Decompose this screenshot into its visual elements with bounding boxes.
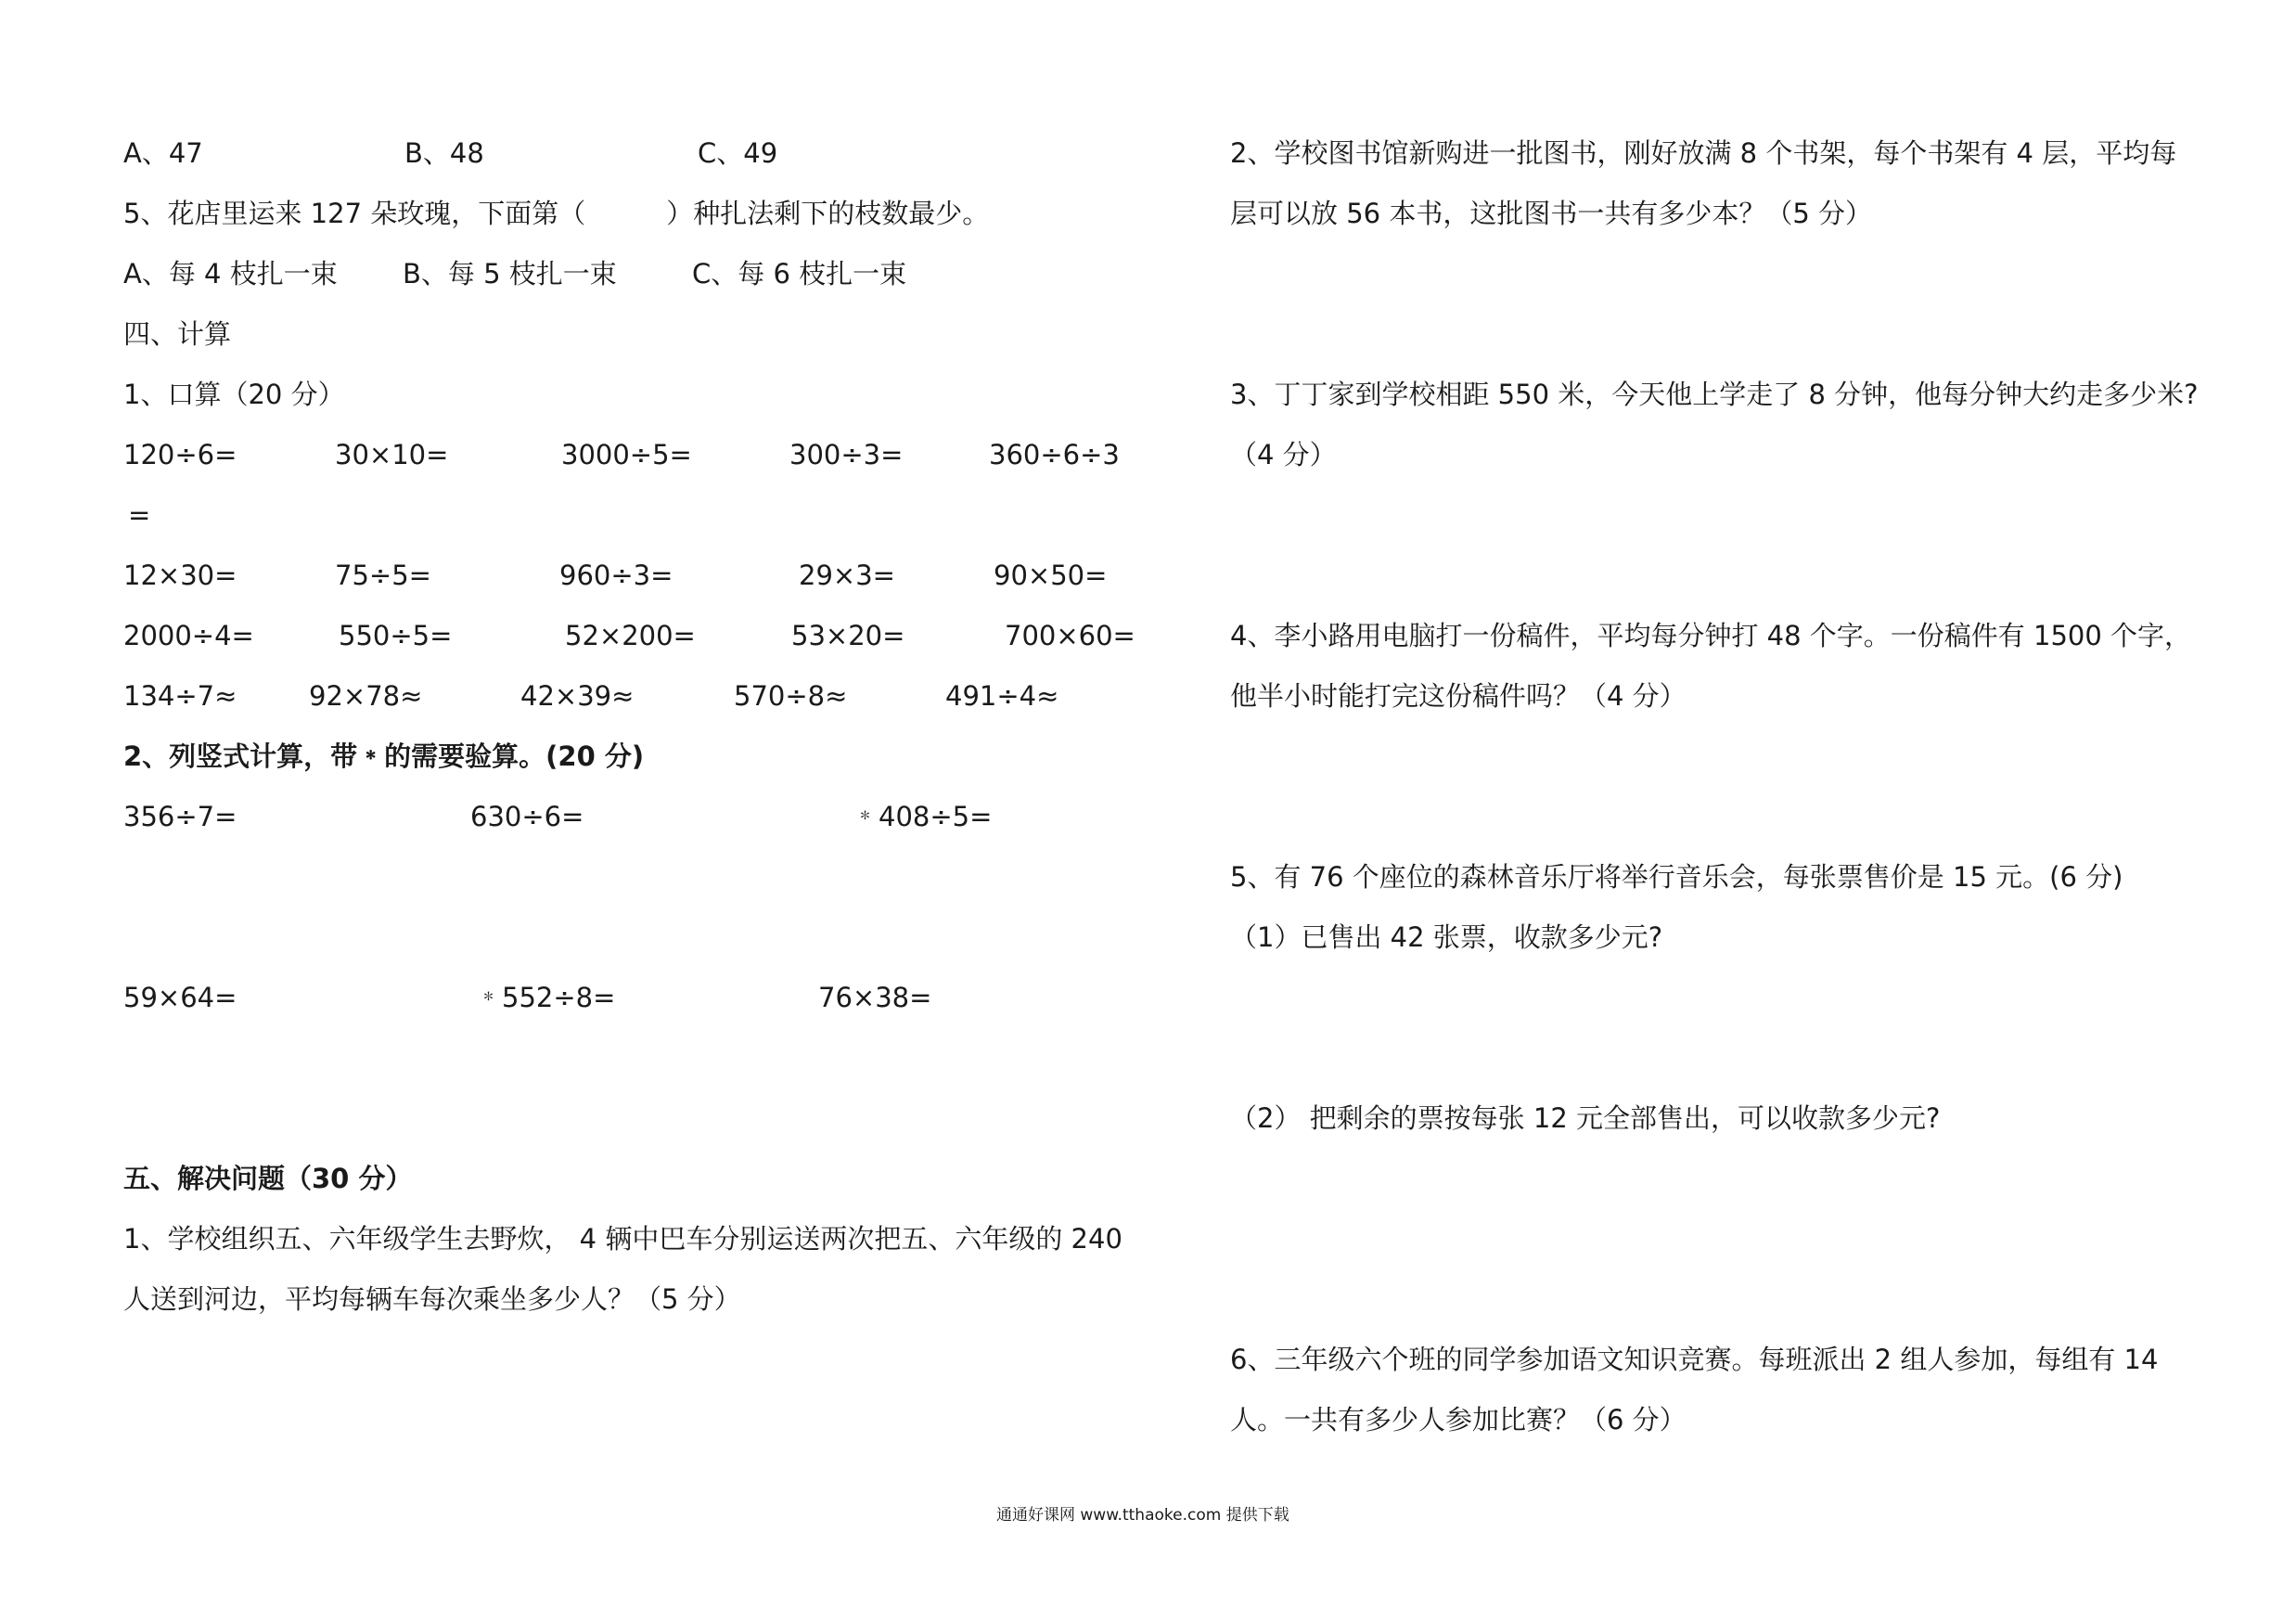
vertical-calc-title: 2、列竖式计算，带﹡的需要验算。(20 分) [123,740,645,772]
oral-item: 491÷4≈ [945,680,1059,712]
problem-3-line-1: 3、丁丁家到学校相距 550 米，今天他上学走了 8 分钟，他每分钟大约走多少米? [1230,379,2199,410]
oral-item: 52×200= [565,620,696,651]
q4-option-a: A、47 [123,137,203,169]
oral-item: 120÷6= [123,439,237,470]
problem-4-line-2: 他半小时能打完这份稿件吗？（4 分） [1230,680,1687,712]
oral-item: 42×39≈ [520,680,635,712]
oral-item: 360÷6÷3 [989,439,1120,470]
problem-1-line-1: 1、学校组织五、六年级学生去野炊， 4 辆中巴车分别运送两次把五、六年级的 240 [123,1223,1122,1255]
q4-option-c: C、49 [698,137,778,169]
vertical-item: ﹡552÷8= [475,982,616,1013]
oral-item: 134÷7≈ [123,680,237,712]
oral-item: 3000÷5= [561,439,692,470]
q5-option-c: C、每 6 枝扎一束 [692,258,907,290]
q5-option-b: B、每 5 枝扎一束 [403,258,617,290]
problem-2-line-2: 层可以放 56 本书，这批图书一共有多少本？（5 分） [1230,198,1873,229]
q5-option-a: A、每 4 枝扎一束 [123,258,338,290]
section-5-title: 五、解决问题（30 分） [123,1163,413,1194]
vertical-item: ﹡408÷5= [852,801,993,832]
vertical-item: 59×64= [123,982,237,1013]
oral-item: 2000÷4= [123,620,254,651]
footer-credit: 通通好课网 www.tthaoke.com 提供下载 [996,1506,1289,1525]
oral-item: 90×50= [994,560,1108,591]
oral-item: 550÷5= [339,620,453,651]
oral-item: 53×20= [791,620,905,651]
oral-item: 700×60= [1005,620,1135,651]
vertical-item: 630÷6= [470,801,584,832]
problem-3-line-2: （4 分） [1230,439,1337,470]
problem-1-line-2: 人送到河边，平均每辆车每次乘坐多少人？（5 分） [123,1283,741,1315]
oral-item: 300÷3= [789,439,904,470]
vertical-item: 356÷7= [123,801,237,832]
problem-5-sub-2: （2） 把剩余的票按每张 12 元全部售出，可以收款多少元? [1230,1102,1941,1134]
vertical-item: 76×38= [818,982,932,1013]
problem-6-line-1: 6、三年级六个班的同学参加语文知识竞赛。每班派出 2 组人参加，每组有 14 [1230,1344,2159,1375]
problem-5-sub-1: （1）已售出 42 张票，收款多少元? [1230,921,1663,953]
problem-6-line-2: 人。一共有多少人参加比赛？（6 分） [1230,1404,1687,1435]
oral-item: 92×78≈ [309,680,423,712]
problem-4-line-1: 4、李小路用电脑打一份稿件，平均每分钟打 48 个字。一份稿件有 1500 个字， [1230,620,2192,651]
oral-item: 570÷8≈ [734,680,848,712]
problem-2-line-1: 2、学校图书馆新购进一批图书，刚好放满 8 个书架，每个书架有 4 层，平均每 [1230,137,2177,169]
oral-item: 960÷3= [559,560,673,591]
oral-item: 30×10= [335,439,449,470]
section-4-title: 四、计算 [123,318,232,350]
q4-option-b: B、48 [404,137,484,169]
problem-5-line-1: 5、有 76 个座位的森林音乐厅将举行音乐会，每张票售价是 15 元。(6 分) [1230,861,2123,893]
q5-stem: 5、花店里运来 127 朵玫瑰，下面第（ ）种扎法剩下的枝数最少。 [123,198,990,229]
oral-calc-title: 1、口算（20 分） [123,379,345,410]
oral-item: 75÷5= [335,560,431,591]
oral-item: 29×3= [799,560,895,591]
oral-item: 12×30= [123,560,237,591]
oral-item-wrap: = [128,499,151,531]
